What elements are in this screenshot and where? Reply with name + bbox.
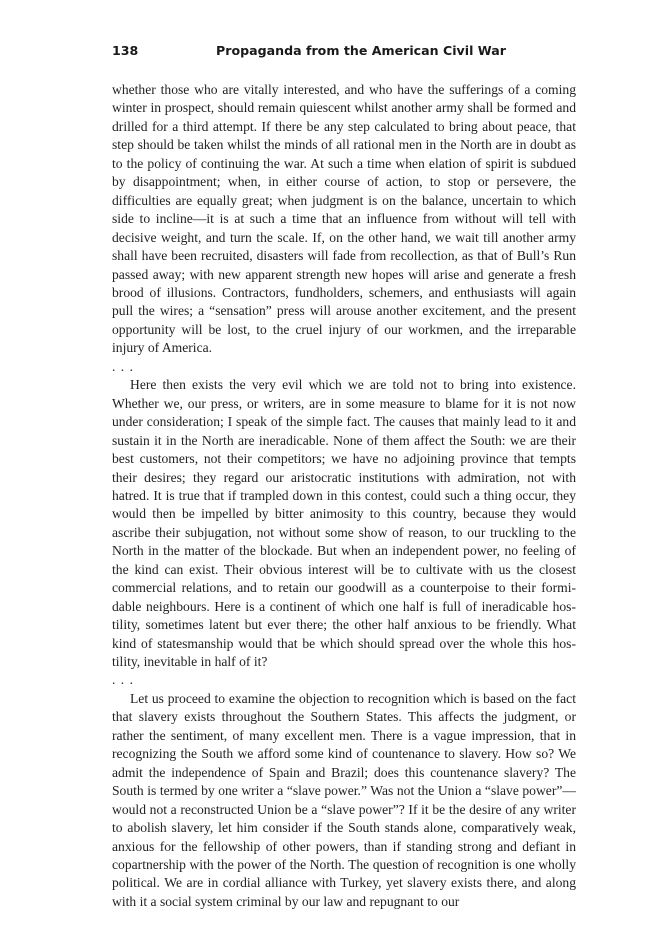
paragraph-continued: whether those who are vitally interested, and who have the sufferings of a coming winter in prospect, should remain quiescent whilst another army shall be formed and drilled for a third attempt. If there be any step calculated to bring about peace, that step should be taken whilst the minds of all rational men in the North are in doubt as to the policy of continuing the war. At such a time when elation of spirit is subdued by disappointment; when, in either course of action, to stop or persevere, the difficulties are equally great; when judgment is on the balance, uncertain to which side to incline—it is at such a time that an influence from without will tell with decisive weight, and turn the scale. If, on the other hand, we wait till another army shall have been recruited, disasters will fade from recollection, as that of Bull’s Run passed away; with new apparent strength new hopes will arise and generate a fresh brood of illusions. Contractors, fundholders, schemers, and enthusiasts will again pull the wires; a “sensation” press will arouse another excitement, and the present opportunity will be lost, to the cruel injury of our workmen, and the irreparable injury of America. [112,82,576,356]
page-number: 138 [112,43,139,58]
body-text [112,81,576,911]
paragraph: Here then exists the very evil which we are told not to bring into existence. Whether we, our press, or writers, are in some measure to blame for it is not now under consideration; I speak of the simple fact. The causes that mainly lead to it and sustain it in the North are ineradicable. None of them affect the South: we are their best customers, not their competitors; we have no adjoining province that tempts their desires; they regard our aristocratic institutions with admiration, not with hatred. It is true that if trampled down in this contest, could such a thing occur, they would then be impelled by bitter animosity to this country, because they would ascribe their subjugation, not without some show of reason, to our truckling to the North in the matter of the blockade. But when an independent power, no feeling of the kind can exist. Their obvious interest will be to cultivate with us the closest commercial relations, and to retain our goodwill as a counterpoise to their formidable neighbours. Here is a continent of which one half is full of ineradicable hostility, sometimes latent but ever there; the other half anxious to be friendly. What kind of statesmanship would that be which should spread over the whole this hostility, inevitable in half of it? [112,377,576,670]
ellipsis-separator: . . . [112,358,134,374]
ellipsis-separator: . . . [112,672,134,688]
paragraph: Let us proceed to examine the objection to recognition which is based on the fact that slavery exists throughout the Southern States. This affects the judgment, or rather the sentiment, of many excellent men. There is a vague impression, that in recognizing the South we afford some kind of countenance to slavery. How so? We admit the independence of Spain and Brazil; does this countenance slavery? The South is termed by one writer a “slave power.” Was not the Union a “slave power”—would not a reconstructed Union be a “slave power”? If it be the desire of any writer to abolish slavery, let him consider if the South stands alone, comparatively weak, anxious for the fellowship of other powers, than if standing strong and defiant in copartnership with the power of the North. The question of recognition is one wholly political. We are in cordial alliance with Turkey, yet slavery exists there, and along with it a social system criminal by our law and repugnant to our [112,690,576,909]
book-title: Propaganda from the American Civil War [216,43,506,58]
running-head [112,43,576,63]
